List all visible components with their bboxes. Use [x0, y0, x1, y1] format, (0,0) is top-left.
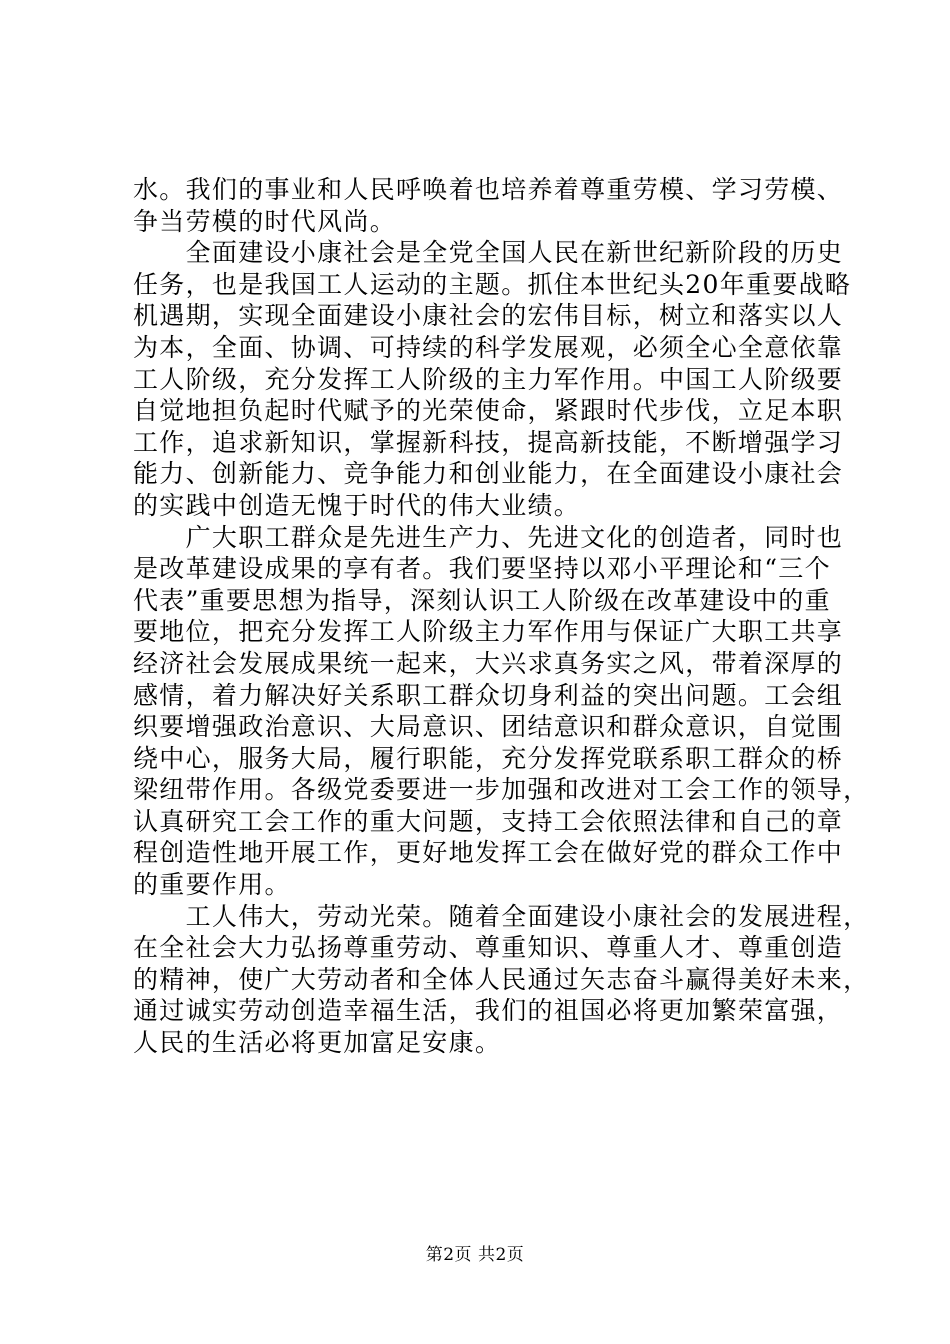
- text-line: 的精神，使广大劳动者和全体人民通过矢志奋斗赢得美好未来，: [133, 964, 870, 994]
- text-line: 要地位，把充分发挥工人阶级主力军作用与保证广大职工共享: [133, 617, 844, 647]
- text-line: 感情，着力解决好关系职工群众切身利益的突出问题。工会组: [133, 680, 844, 710]
- text-line: 绕中心，服务大局，履行职能，充分发挥党联系职工群众的桥: [133, 743, 844, 773]
- text-line: 为本，全面、协调、可持续的科学发展观，必须全心全意依靠: [133, 332, 844, 362]
- text-line: 工人伟大，劳动光荣。随着全面建设小康社会的发展进程，: [133, 901, 870, 931]
- text-line: 广大职工群众是先进生产力、先进文化的创造者，同时也: [133, 522, 844, 552]
- text-line: 是改革建设成果的享有者。我们要坚持以邓小平理论和“三个: [133, 554, 831, 584]
- text-line: 机遇期，实现全面建设小康社会的宏伟目标，树立和落实以人: [133, 301, 844, 331]
- text-line: 经济社会发展成果统一起来，大兴求真务实之风，带着深厚的: [133, 648, 844, 678]
- text-line: 织要增强政治意识、大局意识、团结意识和群众意识，自觉围: [133, 712, 844, 742]
- text-line: 争当劳模的时代风尚。: [133, 206, 397, 236]
- text-line: 的实践中创造无愧于时代的伟大业绩。: [133, 490, 581, 520]
- text-line: 自觉地担负起时代赋予的光荣使命，紧跟时代步伐，立足本职: [133, 396, 844, 426]
- text-line: 在全社会大力弘扬尊重劳动、尊重知识、尊重人才、尊重创造: [133, 933, 844, 963]
- text-line: 人民的生活必将更加富足安康。: [133, 1028, 502, 1058]
- text-line: 任务，也是我国工人运动的主题。抓住本世纪头20年重要战略: [133, 269, 852, 299]
- text-line: 全面建设小康社会是全党全国人民在新世纪新阶段的历史: [133, 238, 844, 268]
- text-line: 梁纽带作用。各级党委要进一步加强和改进对工会工作的领导，: [133, 775, 870, 805]
- text-line: 程创造性地开展工作，更好地发挥工会在做好党的群众工作中: [133, 838, 844, 868]
- page-number-footer: 第2页 共2页: [425, 1245, 525, 1265]
- text-line: 水。我们的事业和人民呼唤着也培养着尊重劳模、学习劳模、: [133, 175, 844, 204]
- text-line: 工作，追求新知识，掌握新科技，提高新技能，不断增强学习: [133, 427, 844, 457]
- body-text: [133, 174, 870, 1059]
- text-line: 能力、创新能力、竞争能力和创业能力，在全面建设小康社会: [133, 459, 844, 489]
- text-line: 工人阶级，充分发挥工人阶级的主力军作用。中国工人阶级要: [133, 364, 844, 394]
- text-line: 代表”重要思想为指导，深刻认识工人阶级在改革建设中的重: [133, 585, 831, 615]
- text-line: 的重要作用。: [133, 870, 291, 900]
- text-line: 通过诚实劳动创造幸福生活，我们的祖国必将更加繁荣富强，: [133, 996, 844, 1026]
- text-line: 认真研究工会工作的重大问题，支持工会依照法律和自己的章: [133, 806, 844, 836]
